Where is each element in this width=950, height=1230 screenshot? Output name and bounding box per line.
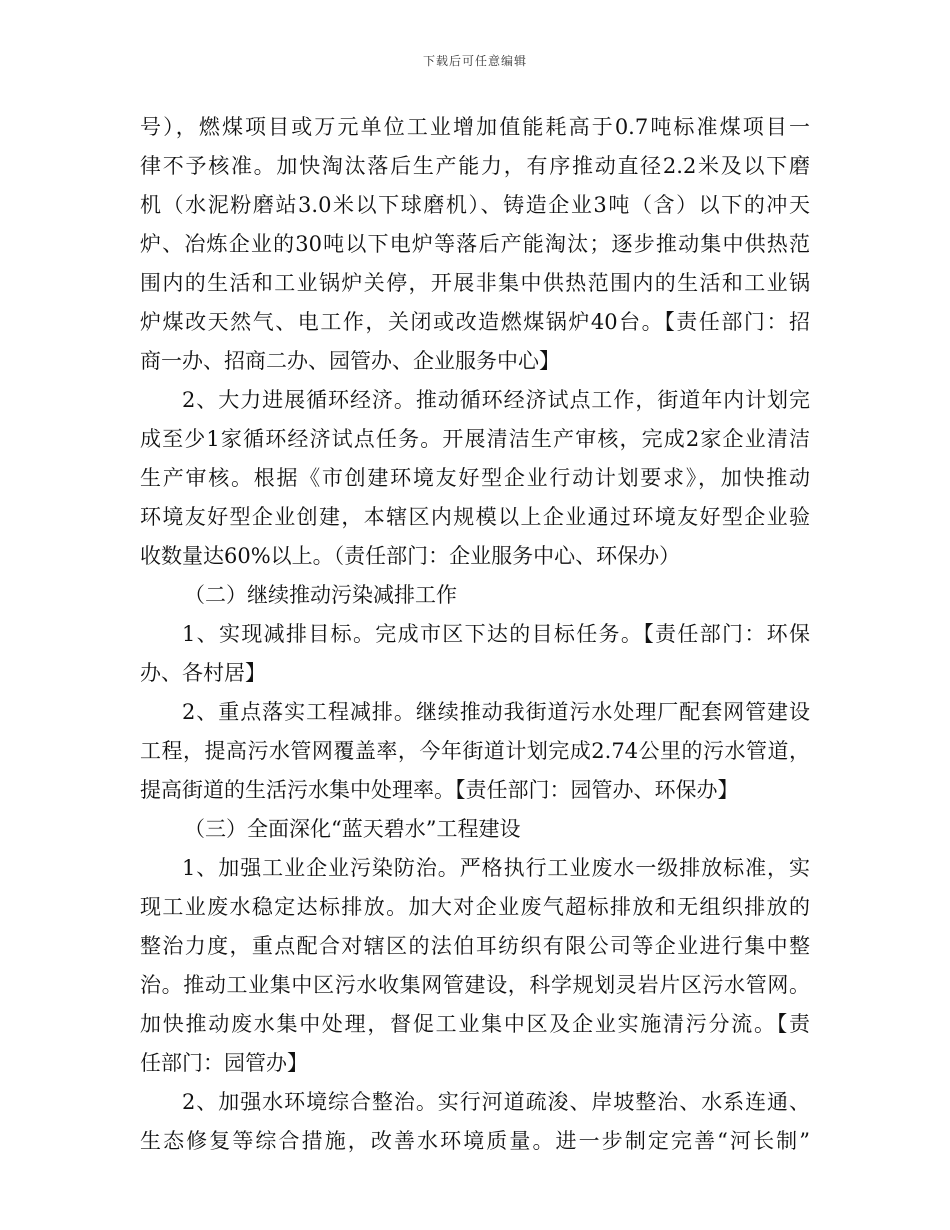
text-line: 炉煤改天然气、电工作，关闭或改造燃煤锅炉40台。【责任部门：招 [140,310,810,334]
paragraph-start-line: 1、实现减排目标。完成市区下达的目标任务。【责任部门：环保 [182,622,810,646]
section-heading: （二）继续推动污染减排工作 [184,583,457,607]
text-line: 生态修复等综合措施，改善水环境质量。进一步制定完善“河长制” [140,1129,810,1153]
page-header: 下载后可任意编辑 [422,54,527,68]
text-line: 生产审核。根据《市创建环境友好型企业行动计划要求》，加快推动 [140,466,810,490]
text-line: 现工业废水稳定达标排放。加大对企业废气超标排放和无组织排放的 [140,895,810,919]
text-line: 律不予核准。加快淘汰落后生产能力，有序推动直径2.2米及以下磨 [140,154,810,178]
text-line: 工程，提高污水管网覆盖率，今年街道计划完成2.74公里的污水管道， [140,739,810,763]
paragraph-start-line: 2、大力进展循环经济。推动循环经济试点工作，街道年内计划完 [182,388,810,412]
document-body [140,108,810,1161]
text-line: 整治力度，重点配合对辖区的法伯耳纺织有限公司等企业进行集中整 [140,934,810,958]
text-line: 围内的生活和工业锅炉关停，开展非集中供热范围内的生活和工业锅 [140,271,810,295]
text-line: 号），燃煤项目或万元单位工业增加值能耗高于0.7吨标准煤项目一 [140,115,810,139]
paragraph-start-line: 1、加强工业企业污染防治。严格执行工业废水一级排放标准，实 [182,856,810,880]
text-line: 环境友好型企业创建，本辖区内规模以上企业通过环境友好型企业验 [140,505,810,529]
text-line: 成至少1家循环经济试点任务。开展清洁生产审核，完成2家企业清洁 [140,427,810,451]
text-line: 治。推动工业集中区污水收集网管建设，科学规划灵岩片区污水管网。 [140,973,810,997]
text-line: 任部门：园管办】 [140,1051,308,1075]
text-line: 机（水泥粉磨站3.0米以下球磨机）、铸造企业3吨（含）以下的冲天 [140,193,810,217]
text-line: 加快推动废水集中处理，督促工业集中区及企业实施清污分流。【责 [140,1012,810,1036]
text-line: 办、各村居】 [140,661,266,685]
section-heading: （三）全面深化“蓝天碧水”工程建设 [184,817,521,841]
paragraph-start-line: 2、重点落实工程减排。继续推动我街道污水处理厂配套网管建设 [182,700,810,724]
text-line: 炉、冶炼企业的30吨以下电炉等落后产能淘汰；逐步推动集中供热范 [140,232,810,256]
text-line: 商一办、招商二办、园管办、企业服务中心】 [140,349,560,373]
text-line: 提高街道的生活污水集中处理率。【责任部门：园管办、环保办】 [140,778,739,802]
paragraph-start-line: 2、加强水环境综合整治。实行河道疏浚、岸坡整治、水系连通、 [182,1090,810,1114]
text-line: 收数量达60%以上。（责任部门：企业服务中心、环保办） [140,544,681,568]
